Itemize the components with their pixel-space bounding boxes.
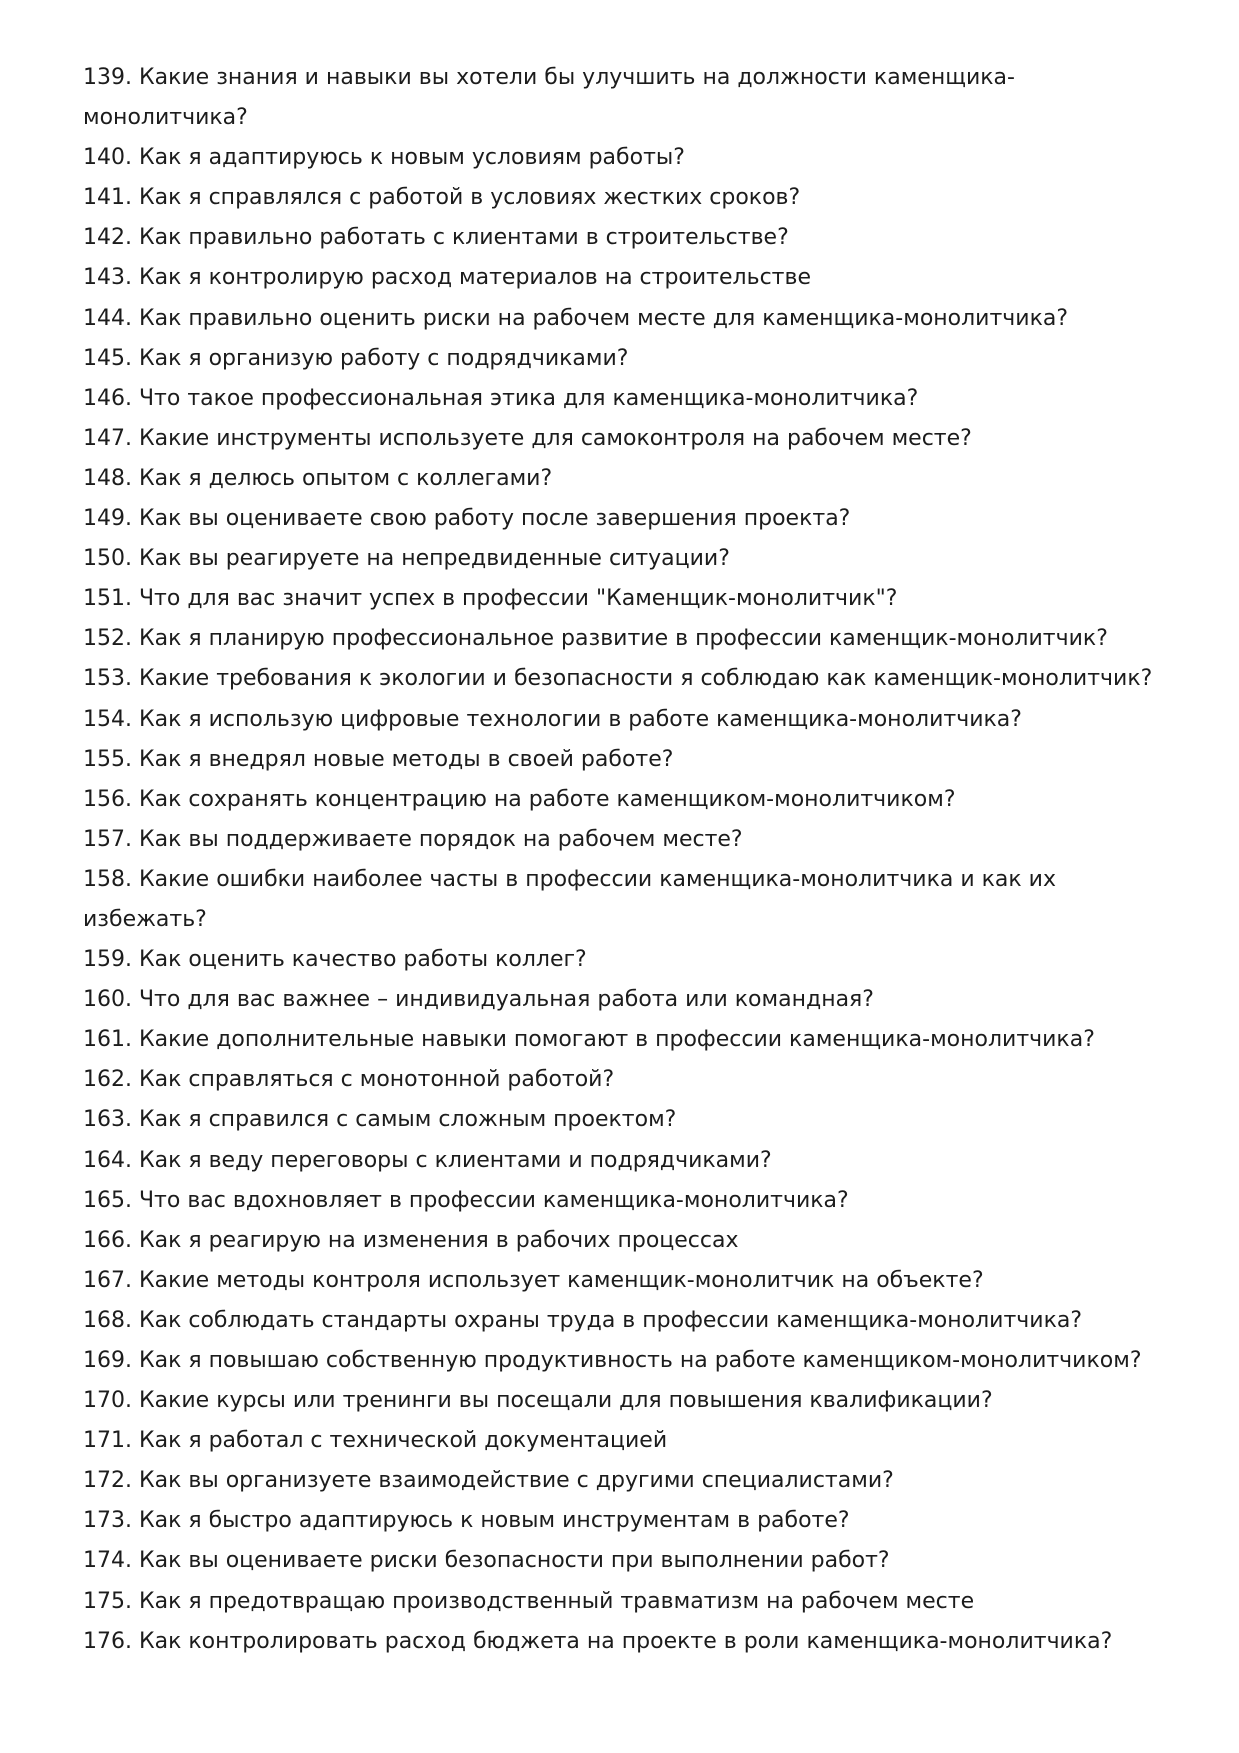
question-item [83, 740, 1183, 780]
question-item [83, 980, 1183, 1020]
question-line: 147. Какие инструменты используете для самоконтроля на рабочем месте? [83, 425, 972, 451]
question-line: 152. Как я планирую профессиональное развитие в профессии каменщик-монолитчик? [83, 626, 1108, 652]
question-list [83, 58, 1183, 1662]
question-line: 154. Как я использую цифровые технологии в работе каменщика-монолитчика? [83, 706, 1022, 732]
question-line: 162. Как справляться с монотонной работой? [83, 1067, 615, 1093]
question-item [83, 579, 1183, 619]
question-item [83, 1421, 1183, 1461]
question-item [83, 1060, 1183, 1100]
question-item [83, 1100, 1183, 1140]
question-line: 148. Как я делюсь опытом с коллегами? [83, 465, 553, 491]
question-item [83, 1221, 1183, 1261]
question-item [83, 258, 1183, 298]
question-line: 140. Как я адаптируюсь к новым условиям работы? [83, 145, 685, 171]
question-item [83, 459, 1183, 499]
question-line: монолитчика? [83, 105, 248, 131]
question-item [83, 138, 1183, 178]
question-line: 141. Как я справлялся с работой в условиях жестких сроков? [83, 185, 801, 211]
question-line: 146. Что такое профессиональная этика для каменщика-монолитчика? [83, 385, 919, 411]
question-item [83, 659, 1183, 699]
question-item [83, 860, 1183, 940]
question-item [83, 499, 1183, 539]
question-item [83, 178, 1183, 218]
question-item [83, 1501, 1183, 1541]
question-line: 176. Как контролировать расход бюджета на проекте в роли каменщика-монолитчика? [83, 1628, 1113, 1654]
question-line: 167. Какие методы контроля использует каменщик-монолитчик на объекте? [83, 1267, 984, 1293]
question-item [83, 1461, 1183, 1501]
question-line: 171. Как я работал с технической документацией [83, 1428, 668, 1454]
question-item [83, 1341, 1183, 1381]
question-line: 139. Какие знания и навыки вы хотели бы улучшить на должности каменщика- [83, 65, 1015, 90]
question-line: 163. Как я справился с самым сложным проектом? [83, 1107, 677, 1133]
question-item [83, 1261, 1183, 1301]
question-line: 172. Как вы организуете взаимодействие с другими специалистами? [83, 1468, 894, 1494]
question-item [83, 299, 1183, 339]
question-line: 151. Что для вас значит успех в профессии "Каменщик-монолитчик"? [83, 586, 898, 612]
question-item [83, 539, 1183, 579]
question-line: 160. Что для вас важнее – индивидуальная работа или командная? [83, 987, 874, 1013]
question-line: избежать? [83, 906, 207, 932]
question-line: 161. Какие дополнительные навыки помогают в профессии каменщика-монолитчика? [83, 1027, 1095, 1053]
question-line: 149. Как вы оцениваете свою работу после завершения проекта? [83, 506, 851, 532]
question-item [83, 780, 1183, 820]
question-item [83, 218, 1183, 258]
question-item [83, 619, 1183, 659]
question-line: 142. Как правильно работать с клиентами в строительстве? [83, 225, 789, 251]
question-item [83, 419, 1183, 459]
question-line: 169. Как я повышаю собственную продуктивность на работе каменщиком-монолитчиком? [83, 1348, 1142, 1373]
question-item [83, 1541, 1183, 1581]
question-line: 143. Как я контролирую расход материалов на строительстве [83, 265, 811, 291]
question-line: 173. Как я быстро адаптируюсь к новым инструментам в работе? [83, 1508, 850, 1534]
question-line: 158. Какие ошибки наиболее часты в профессии каменщика-монолитчика и как их [83, 866, 1056, 892]
question-item [83, 1381, 1183, 1421]
question-item [83, 58, 1183, 138]
question-item [83, 1622, 1183, 1662]
question-line: 144. Как правильно оценить риски на рабочем месте для каменщика-монолитчика? [83, 305, 1069, 331]
question-item [83, 379, 1183, 419]
question-line: 157. Как вы поддерживаете порядок на рабочем месте? [83, 826, 743, 852]
question-item [83, 1141, 1183, 1181]
question-line: 164. Как я веду переговоры с клиентами и подрядчиками? [83, 1147, 772, 1173]
question-item [83, 1181, 1183, 1221]
question-item [83, 1582, 1183, 1622]
question-line: 166. Как я реагирую на изменения в рабочих процессах [83, 1227, 739, 1253]
question-line: 159. Как оценить качество работы коллег? [83, 947, 587, 973]
question-item [83, 820, 1183, 860]
question-item [83, 700, 1183, 740]
question-line: 153. Какие требования к экологии и безопасности я соблюдаю как каменщик-монолитчик? [83, 666, 1153, 692]
question-line: 175. Как я предотвращаю производственный травматизм на рабочем месте [83, 1588, 975, 1614]
question-item [83, 1020, 1183, 1060]
question-line: 156. Как сохранять концентрацию на работе каменщиком-монолитчиком? [83, 786, 956, 812]
question-line: 170. Какие курсы или тренинги вы посещали для повышения квалификации? [83, 1388, 993, 1414]
question-line: 174. Как вы оцениваете риски безопасности при выполнении работ? [83, 1548, 890, 1574]
question-item [83, 1301, 1183, 1341]
question-line: 150. Как вы реагируете на непредвиденные ситуации? [83, 546, 730, 572]
question-line: 165. Что вас вдохновляет в профессии каменщика-монолитчика? [83, 1187, 849, 1213]
question-line: 168. Как соблюдать стандарты охраны труда в профессии каменщика-монолитчика? [83, 1307, 1083, 1333]
question-line: 145. Как я организую работу с подрядчиками? [83, 345, 629, 371]
question-line: 155. Как я внедрял новые методы в своей работе? [83, 746, 674, 772]
question-item [83, 940, 1183, 980]
question-item [83, 339, 1183, 379]
